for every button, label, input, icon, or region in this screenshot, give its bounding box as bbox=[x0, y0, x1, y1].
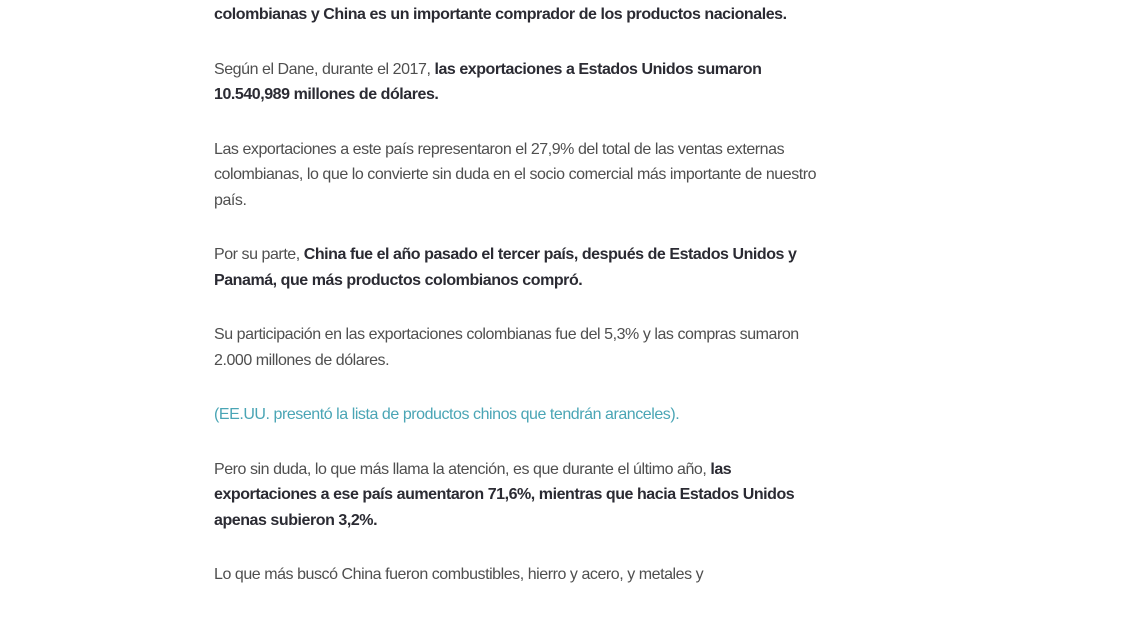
article-paragraph bbox=[214, 242, 836, 293]
bold-text: China fue el año pasado el tercer país, después de Estados Unidos y Panamá, que más productos colombianos compró. bbox=[214, 246, 797, 289]
paragraph-text: Pero sin duda, lo que más llama la atención, es que durante el último año, bbox=[214, 460, 711, 478]
paragraph-text: Según el Dane, durante el 2017, bbox=[214, 60, 435, 78]
paragraph-text: Su participación en las exportaciones colombianas fue del 5,3% y las compras sumaron 2.000 millones de dólares. bbox=[214, 326, 799, 369]
article-paragraph bbox=[214, 322, 836, 373]
paragraph-text: Por su parte, bbox=[214, 246, 304, 263]
article-paragraph bbox=[214, 402, 836, 428]
article-body bbox=[214, 0, 836, 617]
bold-text: las exportaciones a ese país aumentaron 71,6%, mientras que hacia Estados Unidos apenas subieron 3,2%. bbox=[214, 460, 795, 529]
paragraph-text: Las exportaciones a este país representaron el 27,9% del total de las ventas externas colombianas, lo que lo convierte sin duda en el socio comercial más importante de nuestro país. bbox=[214, 140, 817, 209]
article-link[interactable]: (EE.UU. presentó la lista de productos chinos que tendrán aranceles). bbox=[214, 406, 680, 423]
article-paragraph bbox=[214, 2, 836, 28]
article-paragraph bbox=[214, 562, 836, 588]
article-paragraph bbox=[214, 57, 836, 108]
article-paragraph bbox=[214, 137, 836, 214]
bold-text: colombianas y China es un importante comprador de los productos nacionales. bbox=[214, 6, 787, 23]
paragraph-text: Lo que más buscó China fueron combustibles, hierro y acero, y metales y bbox=[214, 566, 704, 583]
bold-text: las exportaciones a Estados Unidos sumaron 10.540,989 millones de dólares. bbox=[214, 60, 762, 103]
article-paragraph bbox=[214, 457, 836, 534]
